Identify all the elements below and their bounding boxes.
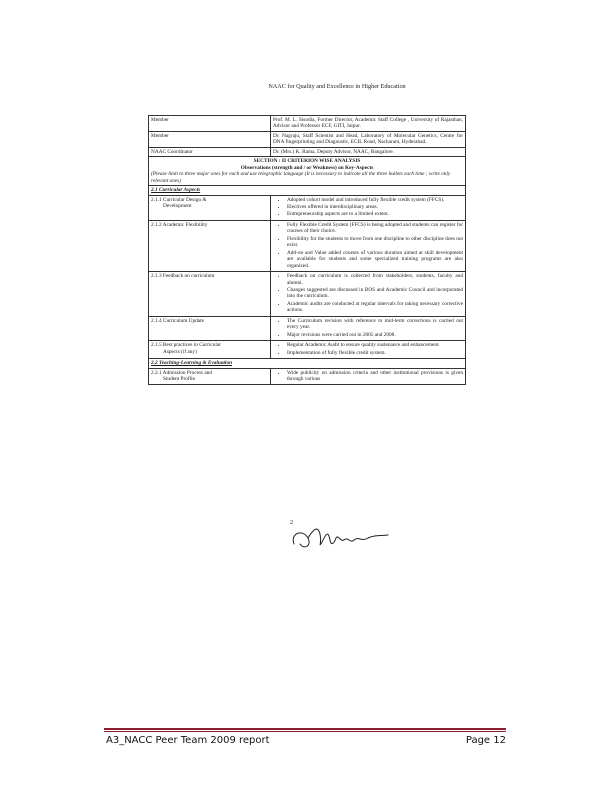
criterion-observations: [270, 220, 465, 271]
team-role: Member: [149, 116, 271, 132]
observation-item: • Implementation of fully flexible credit system.: [287, 350, 463, 356]
criterion-label-line: 2.2.1 Admission Process and: [151, 369, 213, 376]
criterion-label-line: 2.1.5 Best practices in Curricular: [151, 342, 222, 349]
observation-item: • Regular Academic Audit to ensure quality sustenance and enhancement.: [287, 342, 463, 348]
criterion-row: [149, 195, 466, 220]
section-header: [149, 157, 466, 186]
team-role: NAAC Coordinator: [149, 147, 271, 156]
criterion-label-line: 2.1.1 Curricular Design &: [151, 196, 207, 203]
criterion-label-line: Development: [163, 202, 192, 209]
criterion-label: [149, 316, 271, 340]
criterion-label-line: Aspects (if any): [163, 348, 197, 355]
criterion-observations: [270, 272, 465, 317]
observation-item: • Entrepreneurship aspects are to a limited extent.: [287, 211, 463, 217]
scan-page-number: 2: [290, 520, 293, 526]
observation-item: • Major revisions were carried out in 2005 and 2008.: [287, 332, 463, 338]
observation-item: • Flexibility for the students to move from one discipline to other discipline does not exist.: [287, 236, 463, 249]
footer-rule: [104, 728, 506, 730]
criterion-observations: [270, 341, 465, 359]
criterion-label-line: Student Profile: [163, 375, 195, 382]
subheading-row: [149, 186, 466, 195]
observation-item: • Fully Flexible Credit System (FFCS) is being adopted and students can register for courses of their choice.: [287, 222, 463, 235]
criterion-observations: [270, 195, 465, 220]
section-note: (Please limit to three major ones for each and use telegraphic language (It is necessary to indicate all the three bullets each time ; write only relevant ones): [151, 171, 451, 184]
footer-page-number: Page 12: [465, 735, 506, 746]
criterion-label-line: 2.1.3 Feedback on curriculum: [151, 273, 215, 280]
criterion-row: [149, 272, 466, 317]
observation-item: • Feedback on curriculum is collected from stakeholders, students, faculty and alumni.: [287, 273, 463, 286]
section-subtitle: Observations (strength and / or Weakness) on Key-Aspects: [240, 164, 374, 171]
criterion-label: [149, 341, 271, 359]
team-role: Member: [149, 131, 271, 147]
footer-document-title: A3_NACC Peer Team 2009 report: [106, 735, 270, 746]
subheading-row: [149, 359, 466, 368]
teaching-heading: 2.2 Teaching-Learning & Evaluation: [149, 359, 466, 368]
criterion-label-line: 2.1.2 Academic Flexibility: [151, 221, 208, 228]
observation-item: • Adopted cohort model and introduced fully flexible credit system (FFCS).: [287, 197, 463, 203]
criterion-row: [149, 368, 466, 385]
section-title: SECTION : II CRITERION WISE ANALYSIS: [253, 158, 361, 165]
scanned-page: [148, 83, 466, 385]
criterion-label: [149, 368, 271, 385]
team-detail: Dr. (Mrs.) K. Rama, Deputy Advisor, NAAC, Bangalore.: [270, 147, 465, 156]
team-row: [149, 147, 466, 156]
observation-item: • Wide publicity on admission criteria and other institutional provisions is given through various: [287, 370, 463, 383]
criterion-row: [149, 220, 466, 271]
team-detail: Dr. Nagraju, Staff Scientist and Head, Laboratory of Molecular Genetics, Centre for DNA fingerprinting and Diagnostic, ECIL Road, Nacharam, Hyderabad.: [270, 131, 465, 147]
criterion-row: [149, 316, 466, 340]
criterion-label: [149, 220, 271, 271]
criterion-label: [149, 272, 271, 317]
observation-item: • Changes suggested are discussed in BOS and Academic Council and incorporated into the curriculum.: [287, 287, 463, 300]
criterion-observations: [270, 368, 465, 385]
observation-item: • Electives offered in interdisciplinary areas.: [287, 204, 463, 210]
observation-item: • The Curriculum revision with reference to mid-term corrections is carried out every year.: [287, 318, 463, 331]
criterion-table: [148, 115, 466, 385]
team-detail: Prof. M. L. Sisodia, Former Director, Academic Staff College , University of Rajasthan, Advisor and Professor ECF, GITI, Jaipur.: [270, 116, 465, 132]
team-row: [149, 116, 466, 132]
team-row: [149, 131, 466, 147]
observation-item: • Add-on and Value added courses of various duration aimed at skill development are available for students and some specialized training programs are also organized.: [287, 250, 463, 269]
document-header: NAAC for Quality and Excellence in Higher Education: [268, 83, 406, 90]
section-header-row: [149, 157, 466, 186]
criterion-label: [149, 195, 271, 220]
observation-item: • Academic audits are conducted at regular intervals for taking necessary corrective actions.: [287, 301, 463, 314]
criterion-observations: [270, 316, 465, 340]
criterion-row: [149, 341, 466, 359]
criterion-label-line: 2.1.4 Curriculum Update: [151, 317, 204, 324]
curricular-heading: 2.1 Curricular Aspects: [149, 186, 466, 195]
footer-rule: [104, 731, 506, 732]
handwritten-signature: [288, 522, 398, 556]
